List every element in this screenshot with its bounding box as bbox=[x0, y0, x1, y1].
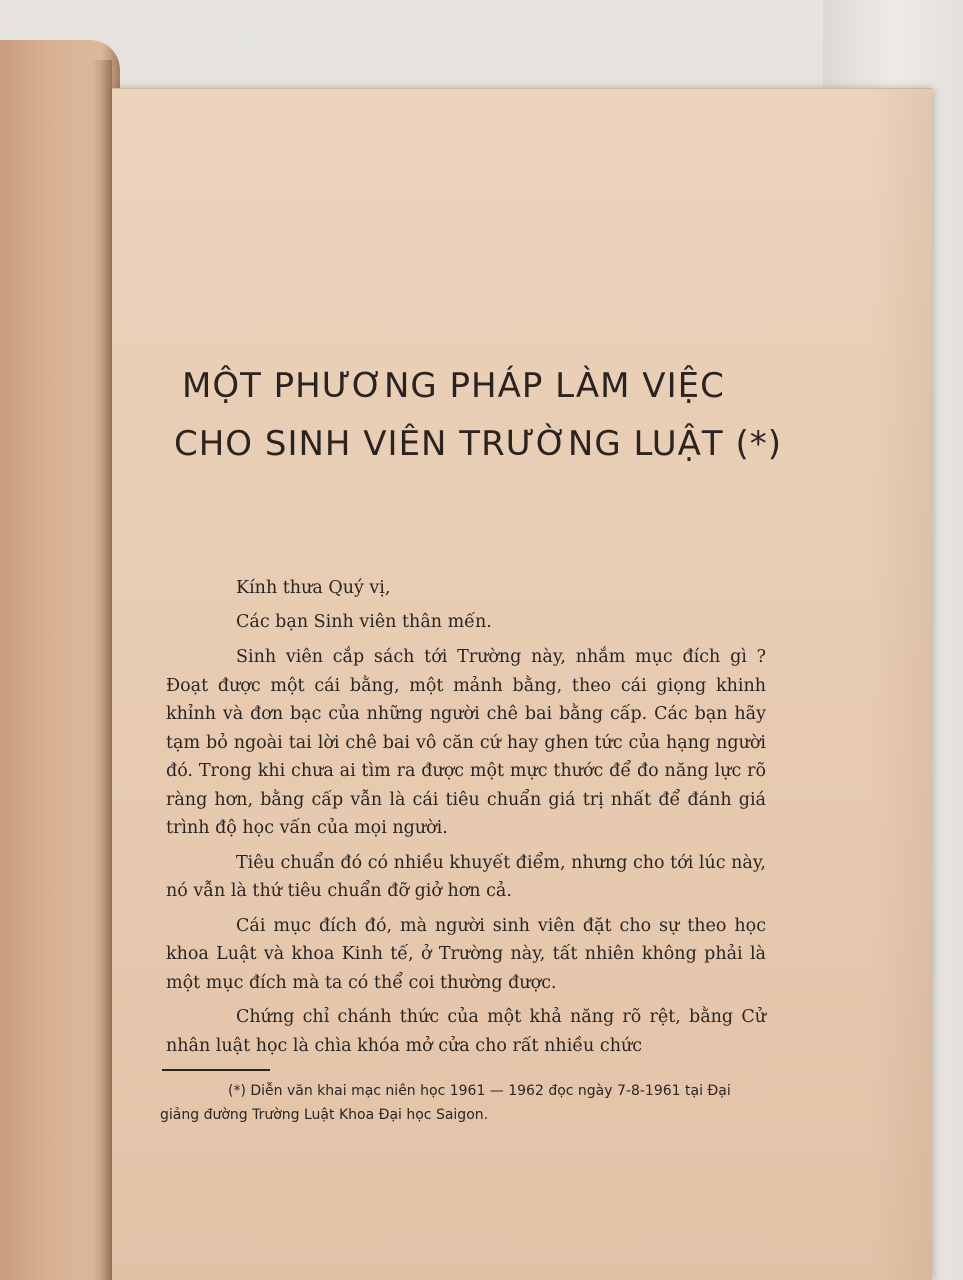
paragraph: Sinh viên cắp sách tới Trường này, nhắm mục đích gì ? Đoạt được một cái bằng, một mảnh bằng, theo cái giọng khinh khỉnh và đơn bạc của những người chê bai bằng cấp. Các bạn hãy tạm bỏ ngoài tai lời chê bai vô căn cứ hay ghen tức của hạng người đó. Trong khi chưa ai tìm ra được một mực thước để đo năng lực rõ ràng hơn, bằng cấp vẫn là cái tiêu chuẩn giá trị nhất để đánh giá trình độ học vấn của mọi người. bbox=[166, 647, 766, 838]
footnote bbox=[160, 1079, 800, 1127]
footnote-line-2: giảng đường Trường Luật Khoa Đại học Saigon. bbox=[160, 1107, 489, 1123]
paragraph: Tiêu chuẩn đó có nhiều khuyết điểm, nhưng cho tới lúc này, nó vẫn là thứ tiêu chuẩn đỡ giở hơn cả. bbox=[166, 852, 766, 901]
book-spine-shadow bbox=[92, 60, 112, 1280]
book-page bbox=[112, 88, 932, 1280]
chapter-title bbox=[174, 357, 864, 473]
title-line-1: MỘT PHƯƠNG PHÁP LÀM VIỆC bbox=[182, 366, 725, 406]
paragraph: Chứng chỉ chánh thức của một khả năng rõ rệt, bằng Cử nhân luật học là chìa khóa mở cửa cho rất nhiều chức bbox=[166, 1007, 766, 1056]
salutation-line-1: Kính thưa Quý vị, bbox=[236, 578, 391, 598]
footnote-line-1: (*) Diễn văn khai mạc niên học 1961 — 1962 đọc ngày 7-8-1961 tại Đại bbox=[228, 1083, 731, 1099]
body-text bbox=[166, 571, 766, 1060]
salutation-line-2: Các bạn Sinh viên thân mến. bbox=[236, 612, 492, 632]
footnote-divider bbox=[162, 1069, 270, 1071]
title-line-2: CHO SINH VIÊN TRƯỜNG LUẬT (*) bbox=[174, 424, 782, 464]
paragraph: Cái mục đích đó, mà người sinh viên đặt cho sự theo học khoa Luật và khoa Kinh tế, ở Trường này, tất nhiên không phải là một mục đích mà ta có thể coi thường được. bbox=[166, 915, 766, 993]
